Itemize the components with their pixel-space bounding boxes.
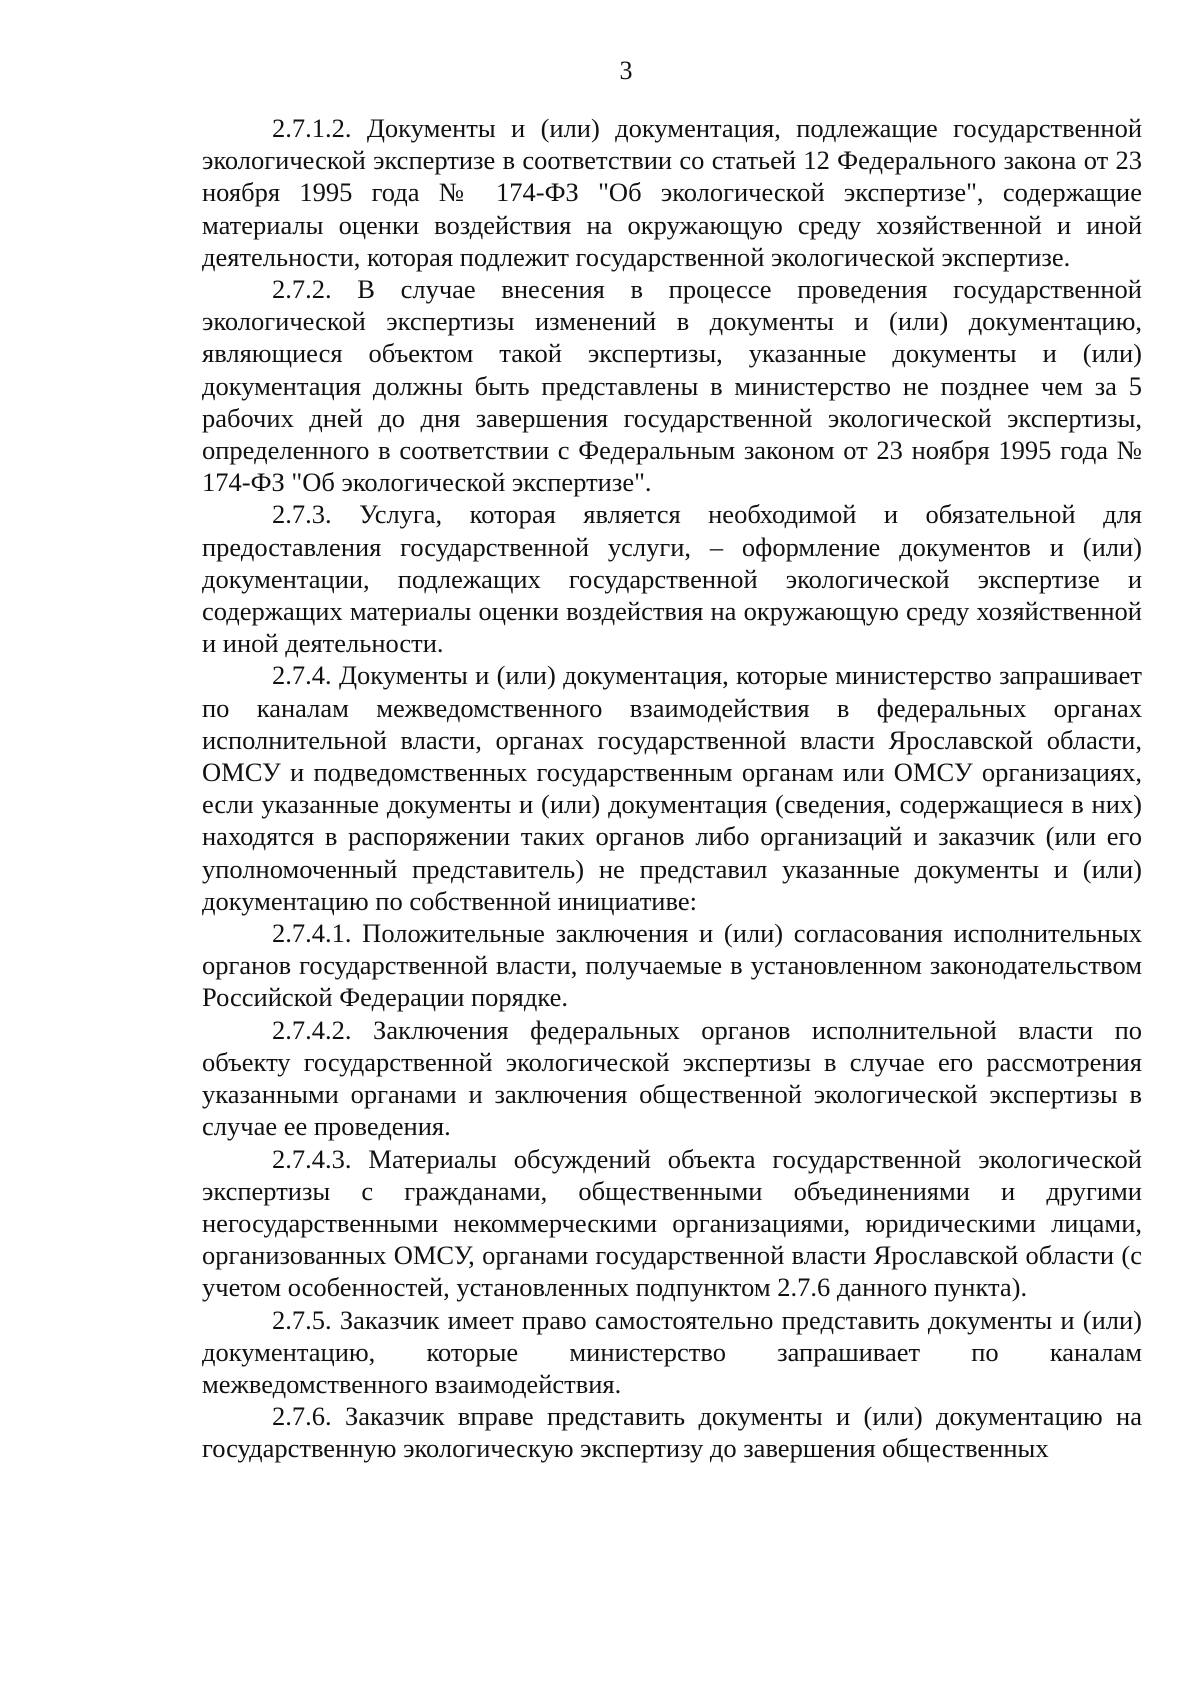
paragraph-2-7-2: 2.7.2. В случае внесения в процессе проведения государственной экологической экспертизы изменений в документы и (или) документацию, являющиеся объектом такой экспертизы, указанные документы и (или) документация должны быть представлены в министерство не позднее чем за 5 рабочих дней до дня завершения государственной экологической экспертизы, определенного в соответствии с Федеральным законом от 23 ноября 1995 года № 174-ФЗ "Об экологической экспертизе".	[202, 274, 1142, 498]
paragraph-2-7-4-2: 2.7.4.2. Заключения федеральных органов исполнительной власти по объекту государственной экологической экспертизы в случае его рассмотрения указанными органами и заключения общественной экологической экспертизы в случае ее проведения.	[202, 1014, 1142, 1142]
page-number: 3	[619, 56, 633, 85]
paragraph-2-7-1-2: 2.7.1.2. Документы и (или) документация, подлежащие государственной экологической экспертизе в соответствии со статьей 12 Федерального закона от 23 ноября 1995 года № 174-ФЗ "Об экологической экспертизе", содержащие материалы оценки воздействия на окружающую среду хозяйственной и иной деятельности, которая подлежит государственной экологической экспертизе.	[202, 113, 1142, 272]
paragraph-2-7-6: 2.7.6. Заказчик вправе представить документы и (или) документацию на государственную экологическую экспертизу до завершения общественных	[202, 1401, 1142, 1464]
paragraph-2-7-4-3: 2.7.4.3. Материалы обсуждений объекта государственной экологической экспертизы с гражданами, общественными объединениями и другими негосударственными некоммерческими организациями, юридическими лицами, организованных ОМСУ, органами государственной власти Ярославской области (с учетом особенностей, установленных подпунктом 2.7.6 данного пункта).	[202, 1143, 1142, 1303]
paragraph-2-7-4: 2.7.4. Документы и (или) документация, которые министерство запрашивает по каналам межведомственного взаимодействия в федеральных органах исполнительной власти, органах государственной власти Ярославской области, ОМСУ и подведомственных государственным органам или ОМСУ организациях, если указанные документы и (или) документация (сведения, содержащиеся в них) находятся в распоряжении таких органов либо организаций и заказчик (или его уполномоченный представитель) не представил указанные документы и (или) документацию по собственной инициативе:	[202, 660, 1142, 916]
paragraph-2-7-5: 2.7.5. Заказчик имеет право самостоятельно представить документы и (или) документацию, которые министерство запрашивает по каналам межведомственного взаимодействия.	[202, 1304, 1142, 1399]
paragraph-2-7-4-1: 2.7.4.1. Положительные заключения и (или) согласования исполнительных органов государственной власти, получаемые в установленном законодательством Российской Федерации порядке.	[202, 918, 1142, 1013]
paragraph-2-7-3: 2.7.3. Услуга, которая является необходимой и обязательной для предоставления государственной услуги, – оформление документов и (или) документации, подлежащих государственной экологической экспертизе и содержащих материалы оценки воздействия на окружающую среду хозяйственной и иной деятельности.	[202, 499, 1142, 659]
document-body	[202, 112, 1142, 1465]
